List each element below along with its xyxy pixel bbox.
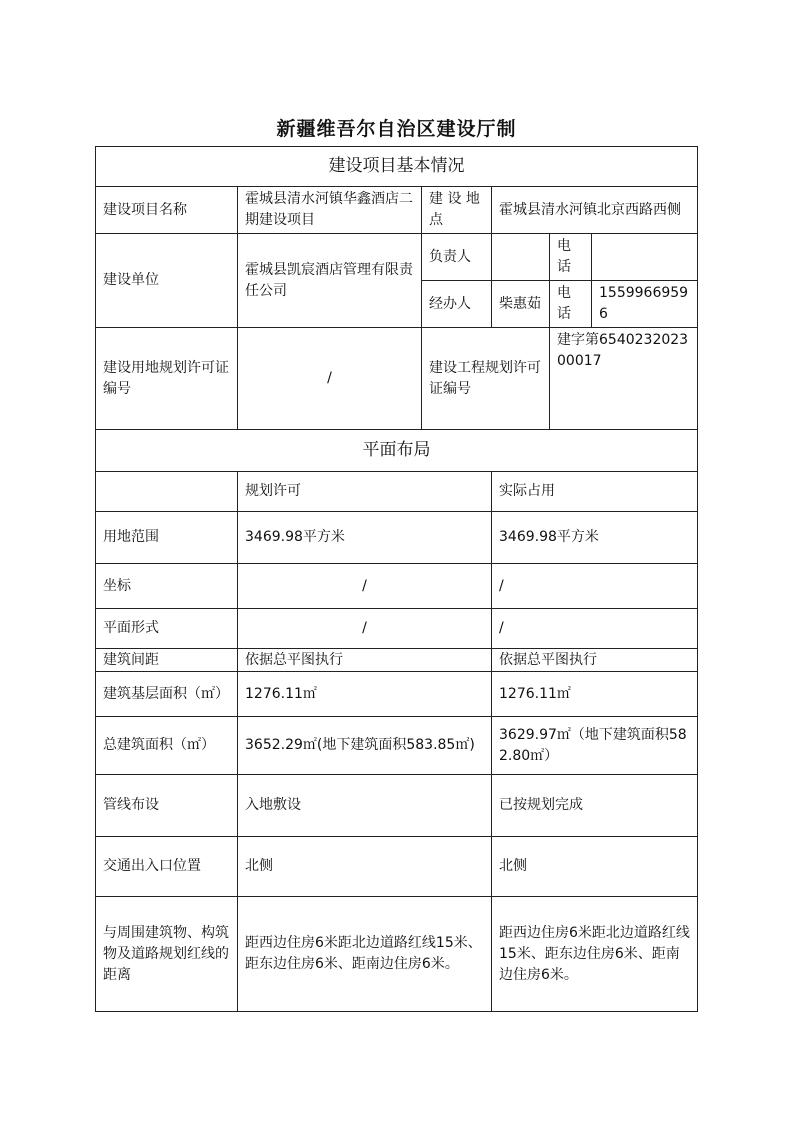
row-planned: /	[238, 564, 492, 609]
row-planned: 入地敷设	[238, 775, 492, 837]
person-in-charge-value	[492, 234, 550, 281]
row-label: 建筑间距	[96, 649, 238, 672]
row-actual: /	[492, 609, 698, 649]
table-row	[96, 672, 698, 717]
location-label: 建 设 地 点	[422, 187, 492, 234]
row-label: 建筑基层面积（㎡）	[96, 672, 238, 717]
handler-value: 柴惠茹	[492, 281, 550, 328]
land-permit-value: /	[238, 328, 422, 430]
person-in-charge-label: 负责人	[422, 234, 492, 281]
table-row	[96, 717, 698, 775]
row-actual: 3629.97㎡（地下建筑面积582.80㎡）	[492, 717, 698, 775]
row-planned: 1276.11㎡	[238, 672, 492, 717]
row-planned: /	[238, 609, 492, 649]
row-label: 管线布设	[96, 775, 238, 837]
row-label: 与周围建筑物、构筑物及道路规划红线的距离	[96, 897, 238, 1012]
land-permit-label: 建设用地规划许可证编号	[96, 328, 238, 430]
project-info-table	[95, 146, 698, 1012]
row-label: 总建筑面积（㎡）	[96, 717, 238, 775]
phone1-value	[592, 234, 698, 281]
row-planned: 3469.98平方米	[238, 512, 492, 564]
layout-section-heading: 平面布局	[96, 430, 698, 472]
table-row	[96, 775, 698, 837]
col-planned-header: 规划许可	[238, 472, 492, 512]
row-planned: 3652.29㎡(地下建筑面积583.85㎡)	[238, 717, 492, 775]
table-row	[96, 837, 698, 897]
basic-section-heading: 建设项目基本情况	[96, 147, 698, 187]
location-value: 霍城县清水河镇北京西路西侧	[492, 187, 698, 234]
row-planned: 依据总平图执行	[238, 649, 492, 672]
row-label: 用地范围	[96, 512, 238, 564]
row-actual: 北侧	[492, 837, 698, 897]
page-title: 新疆维吾尔自治区建设厅制	[276, 118, 517, 140]
project-name-value: 霍城县清水河镇华鑫酒店二期建设项目	[238, 187, 422, 234]
table-row	[96, 897, 698, 1012]
handler-label: 经办人	[422, 281, 492, 328]
table-row	[96, 609, 698, 649]
row-actual: 依据总平图执行	[492, 649, 698, 672]
project-name-label: 建设项目名称	[96, 187, 238, 234]
row-actual: 3469.98平方米	[492, 512, 698, 564]
unit-label: 建设单位	[96, 234, 238, 328]
row-label: 坐标	[96, 564, 238, 609]
row-actual: 距西边住房6米距北边道路红线15米、距东边住房6米、距南边住房6米。	[492, 897, 698, 1012]
table-row	[96, 649, 698, 672]
eng-permit-label: 建设工程规划许可证编号	[422, 328, 550, 430]
layout-header-blank	[96, 472, 238, 512]
row-label: 交通出入口位置	[96, 837, 238, 897]
row-actual: 1276.11㎡	[492, 672, 698, 717]
phone2-value: 15599669596	[592, 281, 698, 328]
table-row	[96, 512, 698, 564]
table-row	[96, 564, 698, 609]
phone2-label: 电 话	[550, 281, 592, 328]
row-actual: 已按规划完成	[492, 775, 698, 837]
unit-value: 霍城县凯宸酒店管理有限责任公司	[238, 234, 422, 328]
phone1-label: 电 话	[550, 234, 592, 281]
eng-permit-value: 建字第654023202300017	[550, 328, 698, 430]
row-label: 平面形式	[96, 609, 238, 649]
row-actual: /	[492, 564, 698, 609]
row-planned: 北侧	[238, 837, 492, 897]
col-actual-header: 实际占用	[492, 472, 698, 512]
row-planned: 距西边住房6米距北边道路红线15米、距东边住房6米、距南边住房6米。	[238, 897, 492, 1012]
